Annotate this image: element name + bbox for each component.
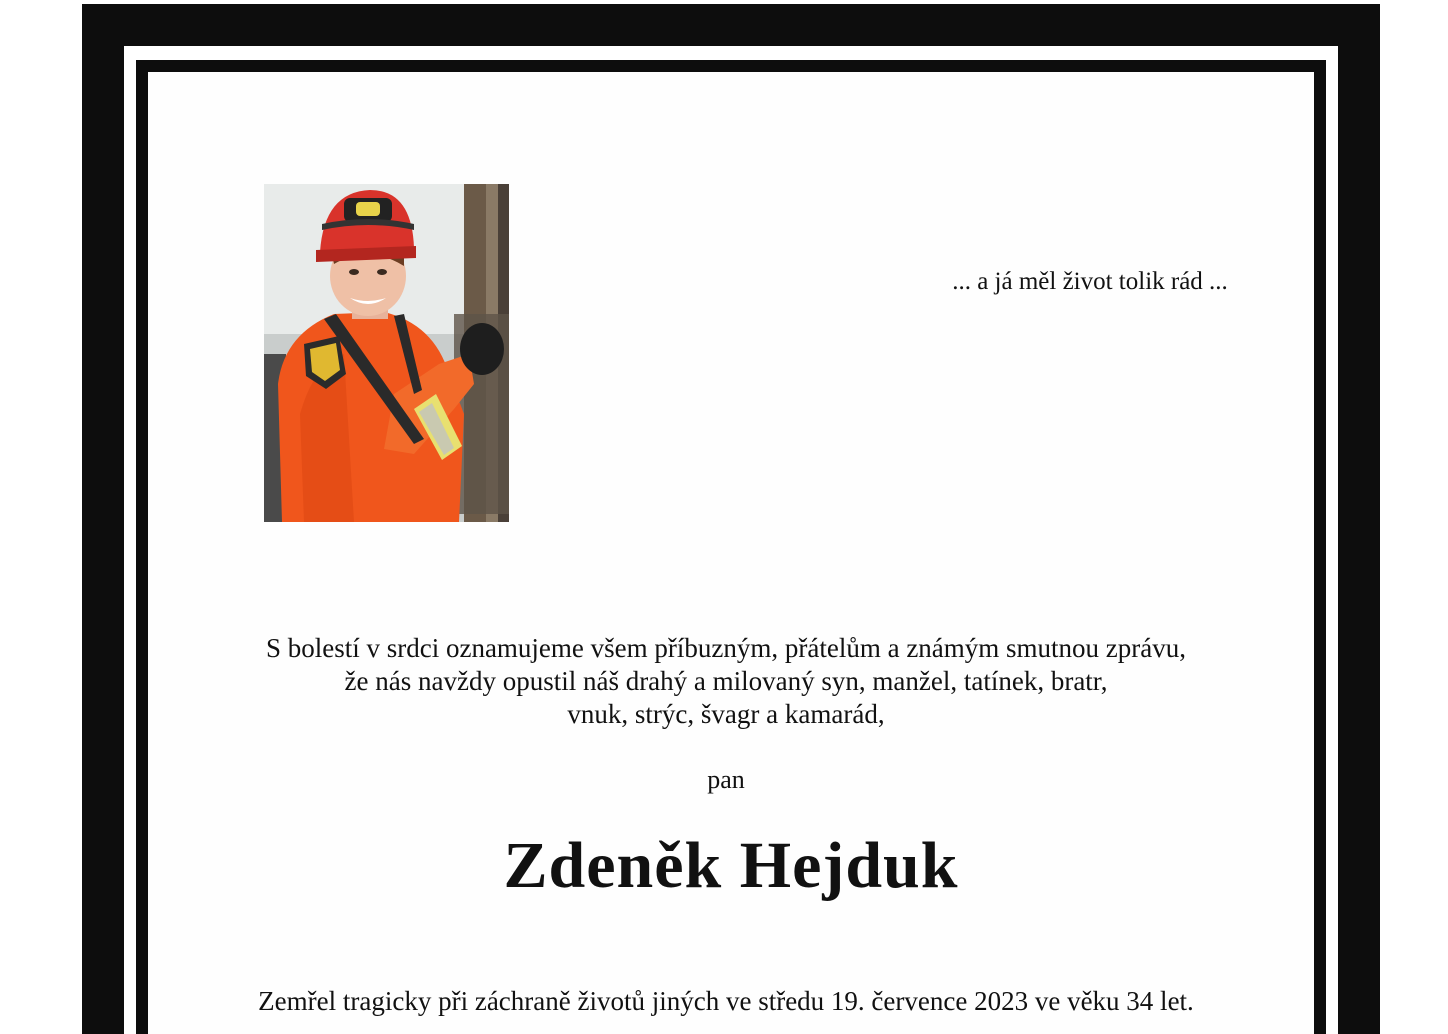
portrait-photo xyxy=(264,184,509,522)
honorific-title: pan xyxy=(707,765,745,794)
death-info: Zemřel tragicky při záchraně životů jiných ve středu 19. července 2023 ve věku 34 let. xyxy=(258,986,1194,1016)
announcement-line: že nás navždy opustil náš drahý a milovaný syn, manžel, tatínek, bratr, xyxy=(344,666,1108,696)
motto-quote: ... a já měl život tolik rád ... xyxy=(952,268,1228,295)
announcement-line: vnuk, strýc, švagr a kamarád, xyxy=(567,699,885,729)
announcement-text xyxy=(148,632,1304,731)
announcement-line: S bolestí v srdci oznamujeme všem příbuzným, přátelům a známým smutnou zprávu, xyxy=(265,633,1187,663)
deceased-name: Zdeněk Hejduk xyxy=(503,829,959,902)
